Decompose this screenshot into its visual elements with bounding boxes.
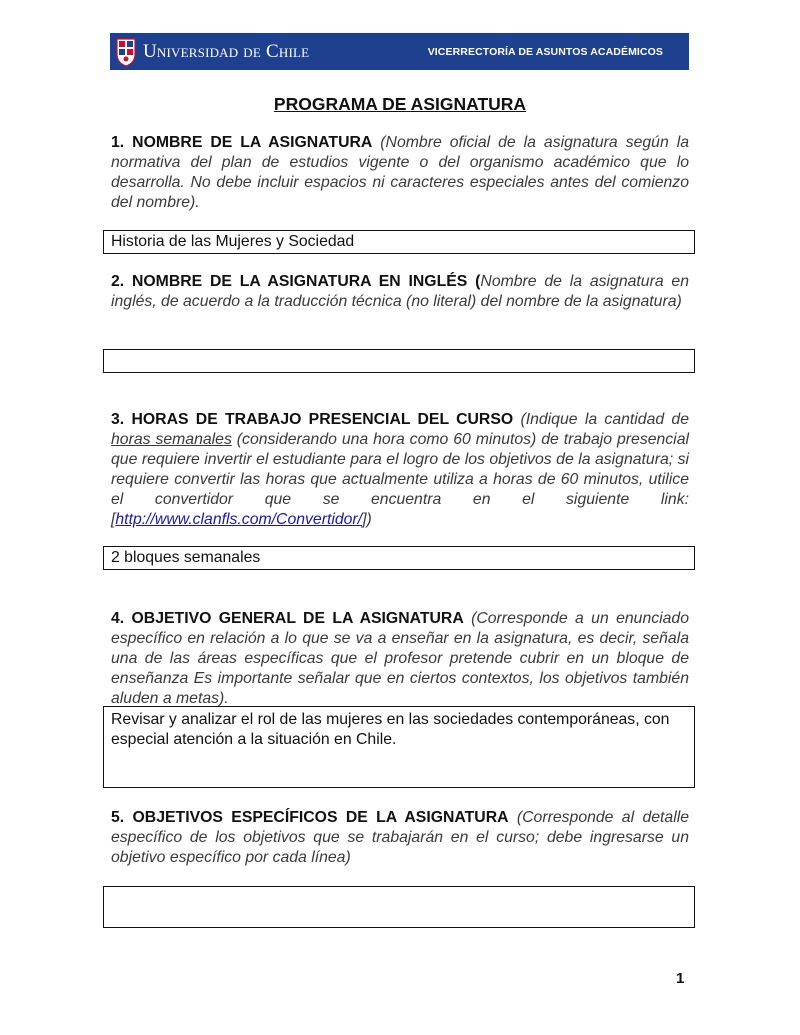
section-5-description: (Corresponde al detalle específico de los objetivos que se trabajarán en el curso; debe ingresarse un objetivo específico por cada línea) <box>111 809 690 866</box>
english-name-field[interactable] <box>103 349 695 373</box>
section-5-heading: 5. OBJETIVOS ESPECÍFICOS DE LA ASIGNATURA <box>111 809 509 826</box>
section-4-heading: 4. OBJETIVO GENERAL DE LA ASIGNATURA <box>111 610 464 627</box>
section-1-description: (Nombre oficial de la asignatura según la normativa del plan de estudios vigente o del organismo académico que lo desarrolla. No debe incluir espacios ni caracteres especiales antes del comienzo del nombre). <box>111 134 690 211</box>
section-2-description: Nombre de la asignatura en inglés, de acuerdo a la traducción técnica (no literal) del nombre de la asignatura) <box>111 273 690 310</box>
page-number: 1 <box>676 970 685 987</box>
section-3 <box>111 410 689 530</box>
section-2-paren: ( <box>475 273 481 290</box>
section-3-heading: 3. HORAS DE TRABAJO PRESENCIAL DEL CURSO <box>111 411 514 428</box>
section-3-weekly-hours: horas semanales <box>111 431 232 448</box>
section-2-heading: 2. NOMBRE DE LA ASIGNATURA EN INGLÉS <box>111 273 468 290</box>
course-name-field[interactable]: Historia de las Mujeres y Sociedad <box>103 230 695 254</box>
office-name: VICERRECTORÍA DE ASUNTOS ACADÉMICOS <box>427 45 663 58</box>
section-1-heading: 1. NOMBRE DE LA ASIGNATURA <box>111 134 373 151</box>
section-4-description: (Corresponde a un enunciado específico en relación a lo que se va a enseñar en la asignatura, es decir, señala una de las áreas específicas que el profesor pretende cubrir en un bloque de enseñanza Es importante señalar que en ciertos contextos, los objetivos también aluden a metas). <box>111 610 689 707</box>
specific-objectives-field[interactable] <box>103 886 695 928</box>
hours-field[interactable]: 2 bloques semanales <box>103 546 695 570</box>
section-3-description-b: (considerando una hora como 60 minutos) de trabajo presencial que requiere invertir el estudiante para el logro de los objetivos de la asignatura; si requiere convertir las horas que actualmente utiliza a horas de 60 minutos, utilice el convertidor que se encuentra en el siguiente link: [ <box>111 431 689 528</box>
section-5 <box>111 808 689 868</box>
section-4 <box>111 609 689 709</box>
section-3-description-c: ]) <box>362 511 372 528</box>
converter-link[interactable]: http://www.clanfls.com/Convertidor/ <box>115 511 363 528</box>
section-3-description-a: (Indique la cantidad de <box>520 411 690 428</box>
section-1 <box>111 133 689 213</box>
university-crest-icon <box>115 37 137 67</box>
page-title: PROGRAMA DE ASIGNATURA <box>273 94 527 114</box>
general-objective-field[interactable]: Revisar y analizar el rol de las mujeres en las sociedades contemporáneas, con especial atención a la situación en Chile. <box>103 706 695 788</box>
university-name: Universidad de Chile <box>143 40 310 62</box>
header-banner <box>110 33 689 70</box>
section-2 <box>111 272 689 312</box>
